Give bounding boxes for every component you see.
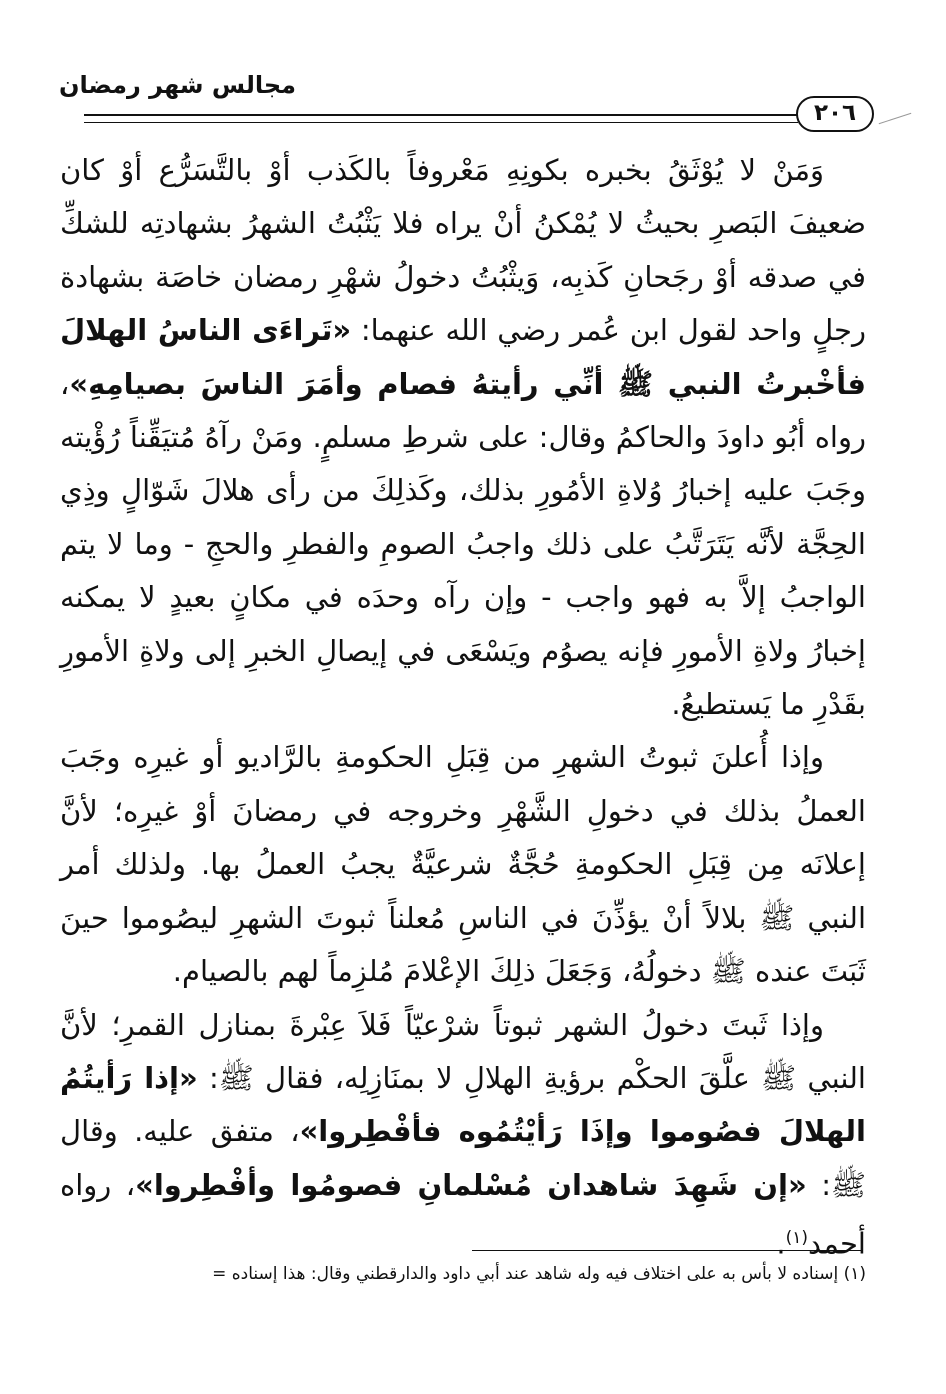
paragraph-3-text-c: ، رواه أحمد xyxy=(60,1167,866,1261)
running-title: مجالس شهر رمضان xyxy=(58,71,296,99)
paragraph-3 xyxy=(60,999,866,1272)
paragraph-2: وإذا أُعلنَ ثبوتُ الشهرِ من قِبَلِ الحكومةِ بالرَّاديو أو غيرِه وجَبَ العملُ بذلك في دخولِ الشَّهْرِ وخروجه في رمضانَ أوْ غيرِه؛ لأنَّ إعلانَه مِن قِبَلِ الحكومةِ حُجَّةٌ شرعيَّةٌ يجبُ العملُ بها. ولذلك أمر النبي ﷺ بلالاً أنْ يؤذِّنَ في الناسِ مُعلناً ثبوتَ الشهرِ ليصُوموا حينَ ثَبَتَ عنده ﷺ دخولُهُ، وَجَعَلَ ذلِكَ الإعْلامَ مُلزِماً لهم بالصيام. xyxy=(60,740,866,989)
footnote-reference[interactable]: (١) xyxy=(785,1228,809,1249)
footnote: (١) إسناده لا بأس به على اختلاف فيه وله شاهد عند أبي داود والدارقطني وقال: هذا إسناده = xyxy=(212,1264,866,1284)
paragraph-1 xyxy=(60,144,866,731)
scan-edge-mark xyxy=(879,113,912,124)
paragraph-3-text-b: ، متفق عليه. وقال ﷺ: xyxy=(60,1114,866,1202)
paragraph-1-text-a: وَمَنْ لا يُوْثَقُ بخبره بكونِهِ مَعْروفاً بالكَذب أوْ بالتَّسَرُّع أوْ كان ضعيفَ البَصرِ بحيثُ لا يُمْكنُ أنْ يراه فلا يَثْبُتُ الشهرُ بشهادتِه للشكِّ في صدقه أوْ رجَحانِ كَذبِه، وَيثْبُتُ دخولُ شهْرِ رمضان خاصَة بشهادة رجلٍ واحد لقول ابن عُمر رضي الله عنهما: xyxy=(60,153,866,348)
page-number: ٢٠٦ xyxy=(796,96,874,132)
hadith-quote-1: «تَراءَى الناسُ الهلالَ فأخْبرتُ النبي ﷺ أنِّي رأيتهُ فصام وأمَرَ الناسَ بصيامِهِ» xyxy=(60,313,866,401)
hadith-quote-2: «إذا رَأيتُمُ الهلالَ فصُوموا وإذَا رَأيْتُمُوه فأفْطِروا» xyxy=(60,1060,866,1149)
paragraph-1-text-b: ، رواه أبُو داودَ والحاكمُ وقال: على شرطِ مسلمٍ. ومَنْ رآهُ مُتيَقِّناً رُؤْيته وجَبَ عليه إخبارُ وُلاةِ الأمُورِ بذلك، وكَذلِكَ من رأى هلالَ شَوّالٍ وذِي الحِجَّة لأنَّه يَتَرَتَّبُ على ذلك واجبُ الصومِ والفطرِ والحجِ - وما لا يتم الواجبُ إلاَّ به فهو واجب - وإن رآه وحدَه في مكانٍ بعيدٍ لا يمكنه إخبارُ ولاةِ الأمورِ فإنه يصوُم ويَسْعَى في إيصالِ الخبرِ إلى ولاةِ الأمورِ بقَدْرِ ما يَستطيعُ. xyxy=(60,366,866,722)
paragraph-3-end: . xyxy=(776,1226,786,1261)
hadith-quote-3: «إن شَهِدَ شاهدان مُسْلمانِ فصومُوا وأفْطِروا» xyxy=(135,1167,807,1202)
paragraph-3-text-a: وإذا ثَبتَ دخولُ الشهر ثبوتاً شرْعيّاً فَلاَ عِبْرةَ بمنازل القمرِ؛ لأنَّ النبي ﷺ علَّقَ الحكْم برؤيةِ الهلالِ لا بمنَازِلِه، فقال ﷺ: xyxy=(60,1007,866,1095)
body-text xyxy=(60,144,866,1271)
footnote-rule xyxy=(472,1250,862,1251)
header-rule xyxy=(84,114,798,123)
